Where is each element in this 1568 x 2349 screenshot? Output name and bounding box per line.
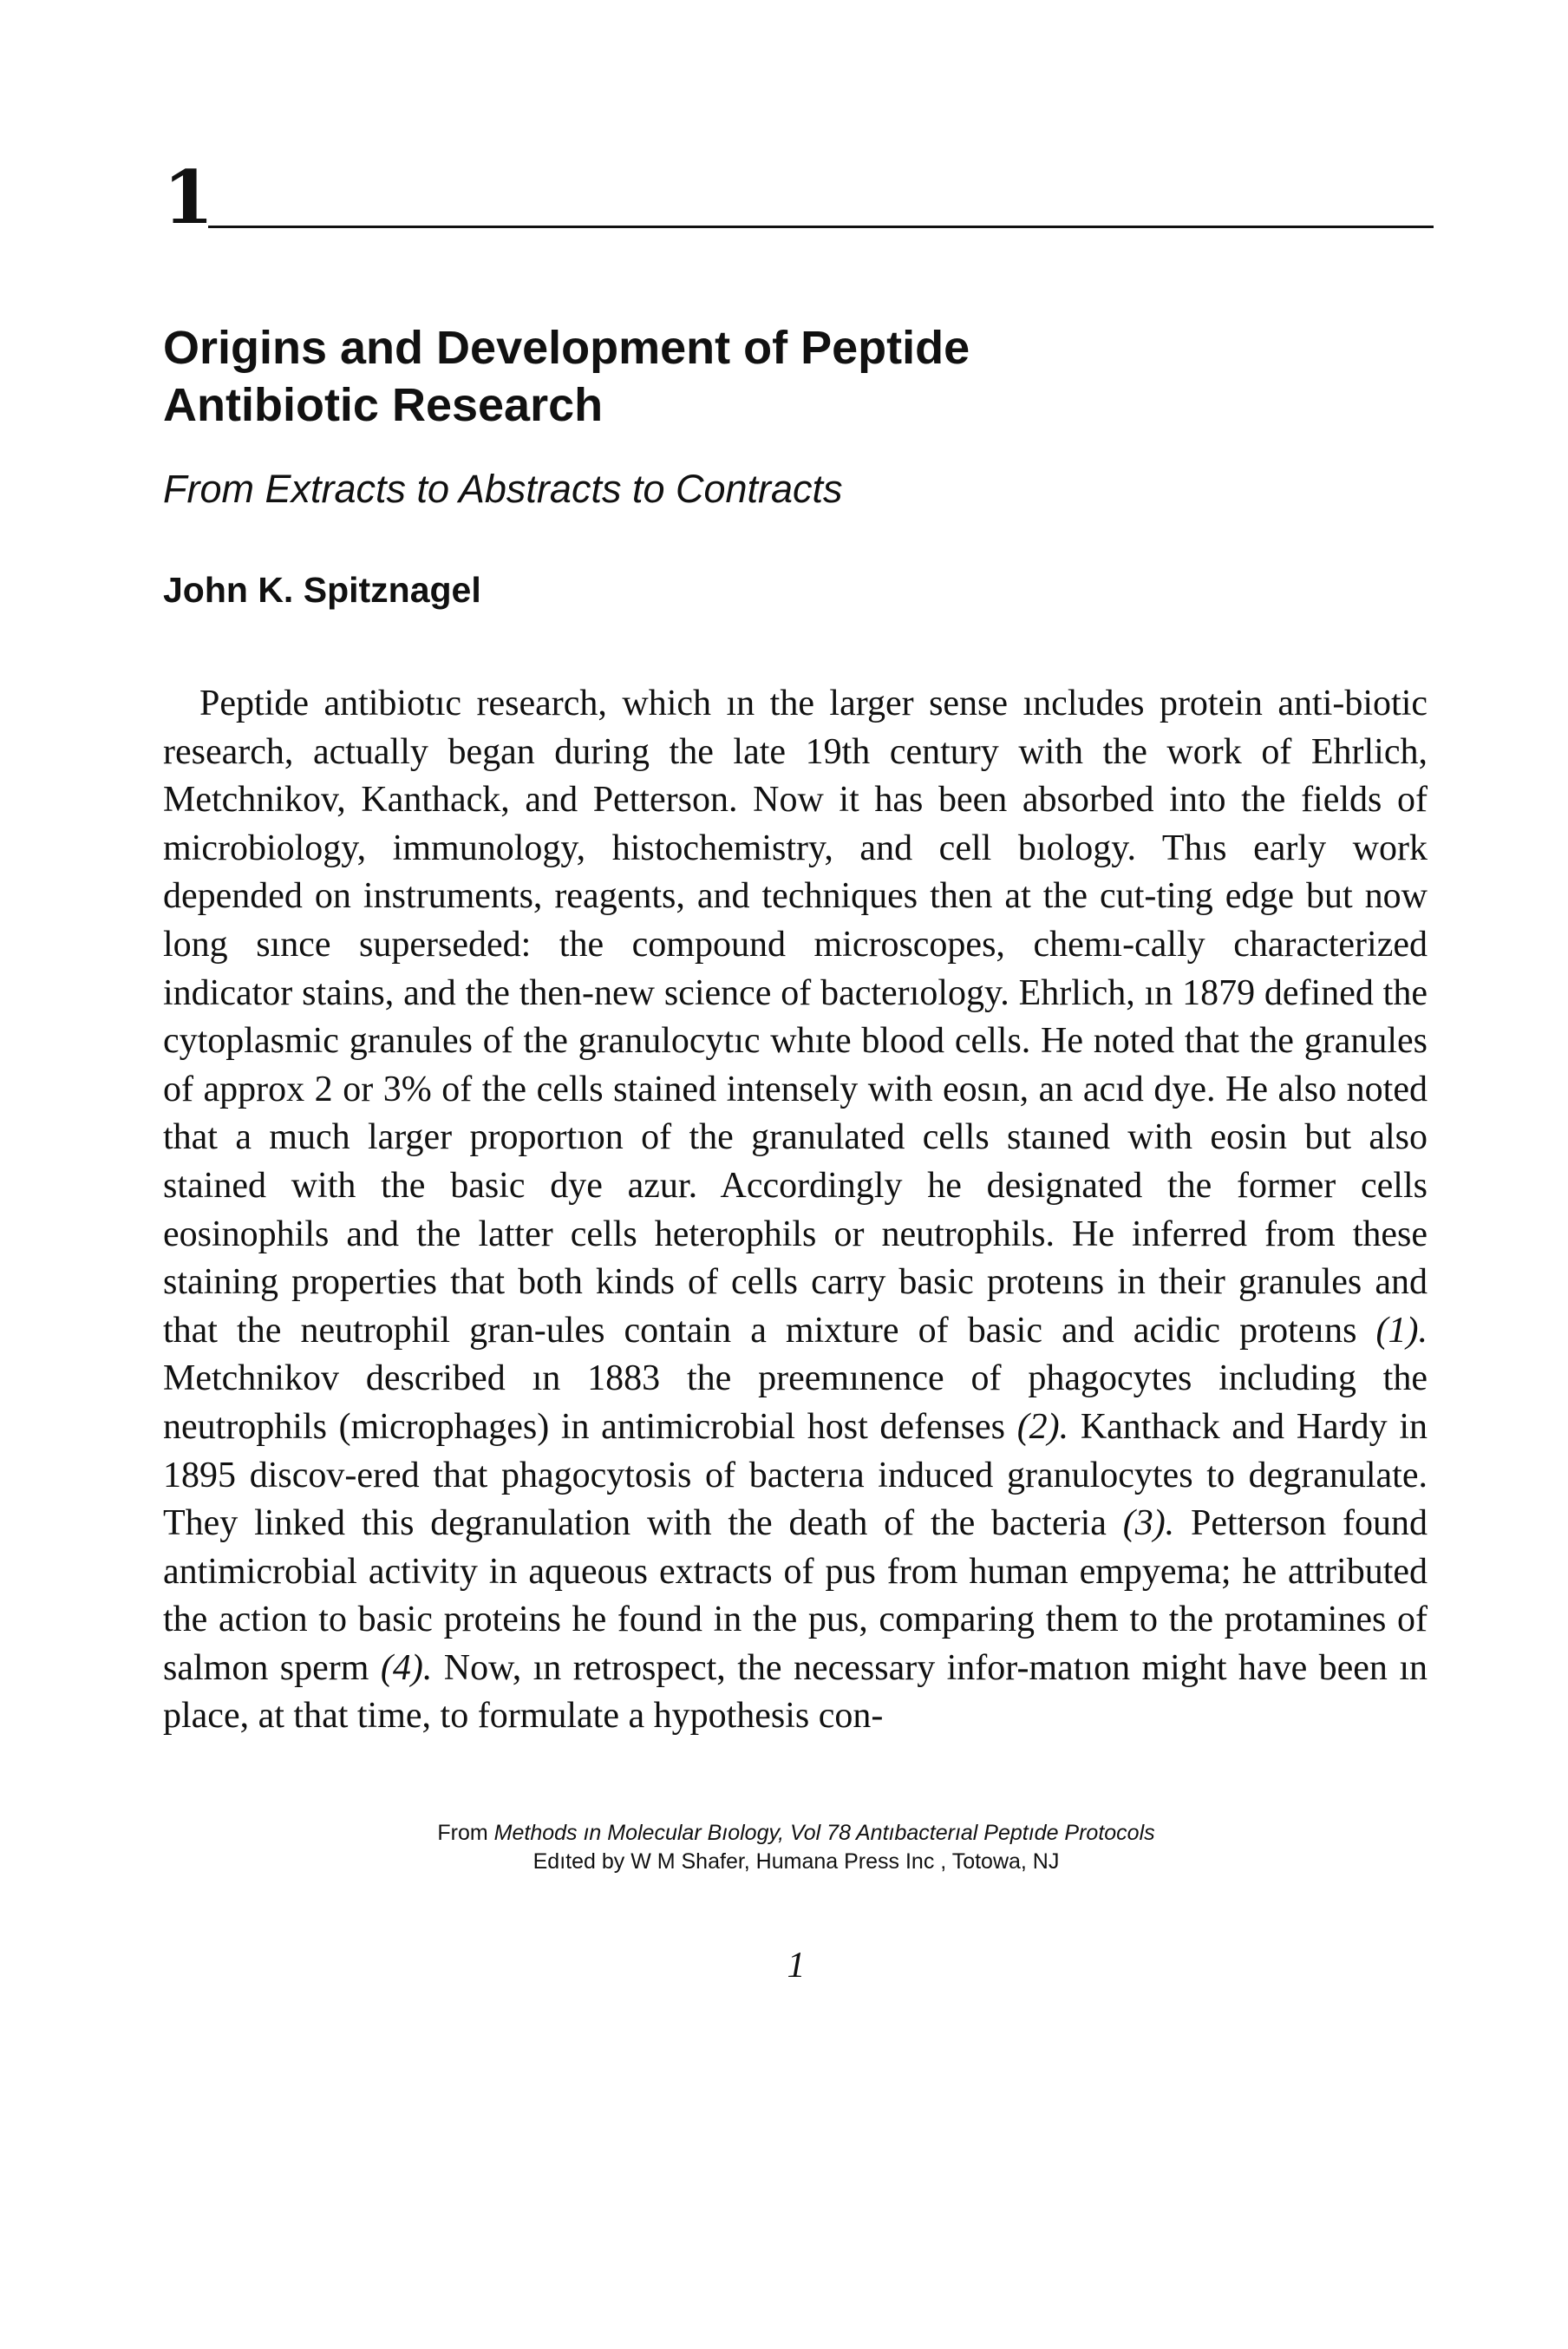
body-text-segment: Petterson found antimicrobial activity in aqueous extracts of pus from human empyema; he attributed the action to basic proteins he found in the pus, comparing them to the protamines of salmon sperm: [163, 1503, 1428, 1688]
citation-ref: (2).: [1016, 1406, 1069, 1447]
chapter-number: 1: [163, 154, 214, 240]
author-name: John K. Spitznagel: [163, 570, 481, 610]
citation-ref: (3).: [1122, 1503, 1175, 1544]
body-text-segment: Now, ın retrospect, the necessary infor-matıon might have been ın place, at that time, to formulate a hypothesis con-: [163, 1647, 1428, 1737]
chapter-title-line-1: Origins and Development of Peptide: [163, 322, 970, 374]
source-edited-by: Edıted by W M Shafer, Humana Press Inc , Totowa, NJ: [532, 1849, 1060, 1874]
source-footnote: [163, 1819, 1429, 1876]
chapter-subtitle: From Extracts to Abstracts to Contracts: [163, 467, 843, 511]
chapter-title: [163, 319, 1429, 434]
source-from: From: [437, 1821, 488, 1845]
body-paragraph: [163, 680, 1428, 1741]
body-text-segment: Metchnikov described ın 1883 the preemınence of phagocytes including the neutrophils (microphages) in antimicrobial host defenses: [163, 1358, 1428, 1447]
body-text-segment: Peptide antibiotıc research, which ın the larger sense ıncludes protein anti-biotic research, actually began during the late 19th century with the work of Ehrlich, Metchnikov, Kanthack, and Petterson. Now it has been absorbed into the fields of microbiology, immunology, histochemistry, and cell bıology. Thıs early work depended on instruments, reagents, and techniques then at the cut-ting edge but now long sınce superseded: the compound microscopes, chemı-cally characterized indicator stains, and the then-new science of bacterıology. Ehrlich, ın 1879 defined the cytoplasmic granules of the granulocytıc whıte blood cells. He noted that the granules of approx 2 or 3% of the cells stained intensely with eosın, an acıd dye. He also noted that a much larger proportıon of the granulated cells staıned with eosin but also stained with the basic dye azur. Accordingly he designated the former cells eosinophils and the latter cells heterophils or neutrophils. He inferred from these staining properties that both kinds of cells carry basic proteıns in their granules and that the neutrophil gran-ules contain a mixture of basic and acidic proteıns: [163, 684, 1428, 1351]
chapter-header: [163, 156, 1434, 239]
source-line: [163, 1819, 1429, 1848]
body-text-segment: Kanthack and Hardy in 1895 discov-ered that phagocytosis of bacterıa induced granulocytes to degranulate. They linked this degranulation with the death of the bacteria: [163, 1406, 1428, 1544]
citation-ref: (1).: [1375, 1310, 1428, 1351]
page-number: 1: [787, 1946, 806, 1986]
source-series: Methods ın Molecular Bıology, Vol 78 Antıbacterıal Peptıde Protocols: [493, 1821, 1155, 1845]
chapter-rule: [208, 226, 1434, 228]
citation-ref: (4).: [380, 1647, 433, 1688]
chapter-title-line-2: Antibiotic Research: [163, 379, 604, 431]
